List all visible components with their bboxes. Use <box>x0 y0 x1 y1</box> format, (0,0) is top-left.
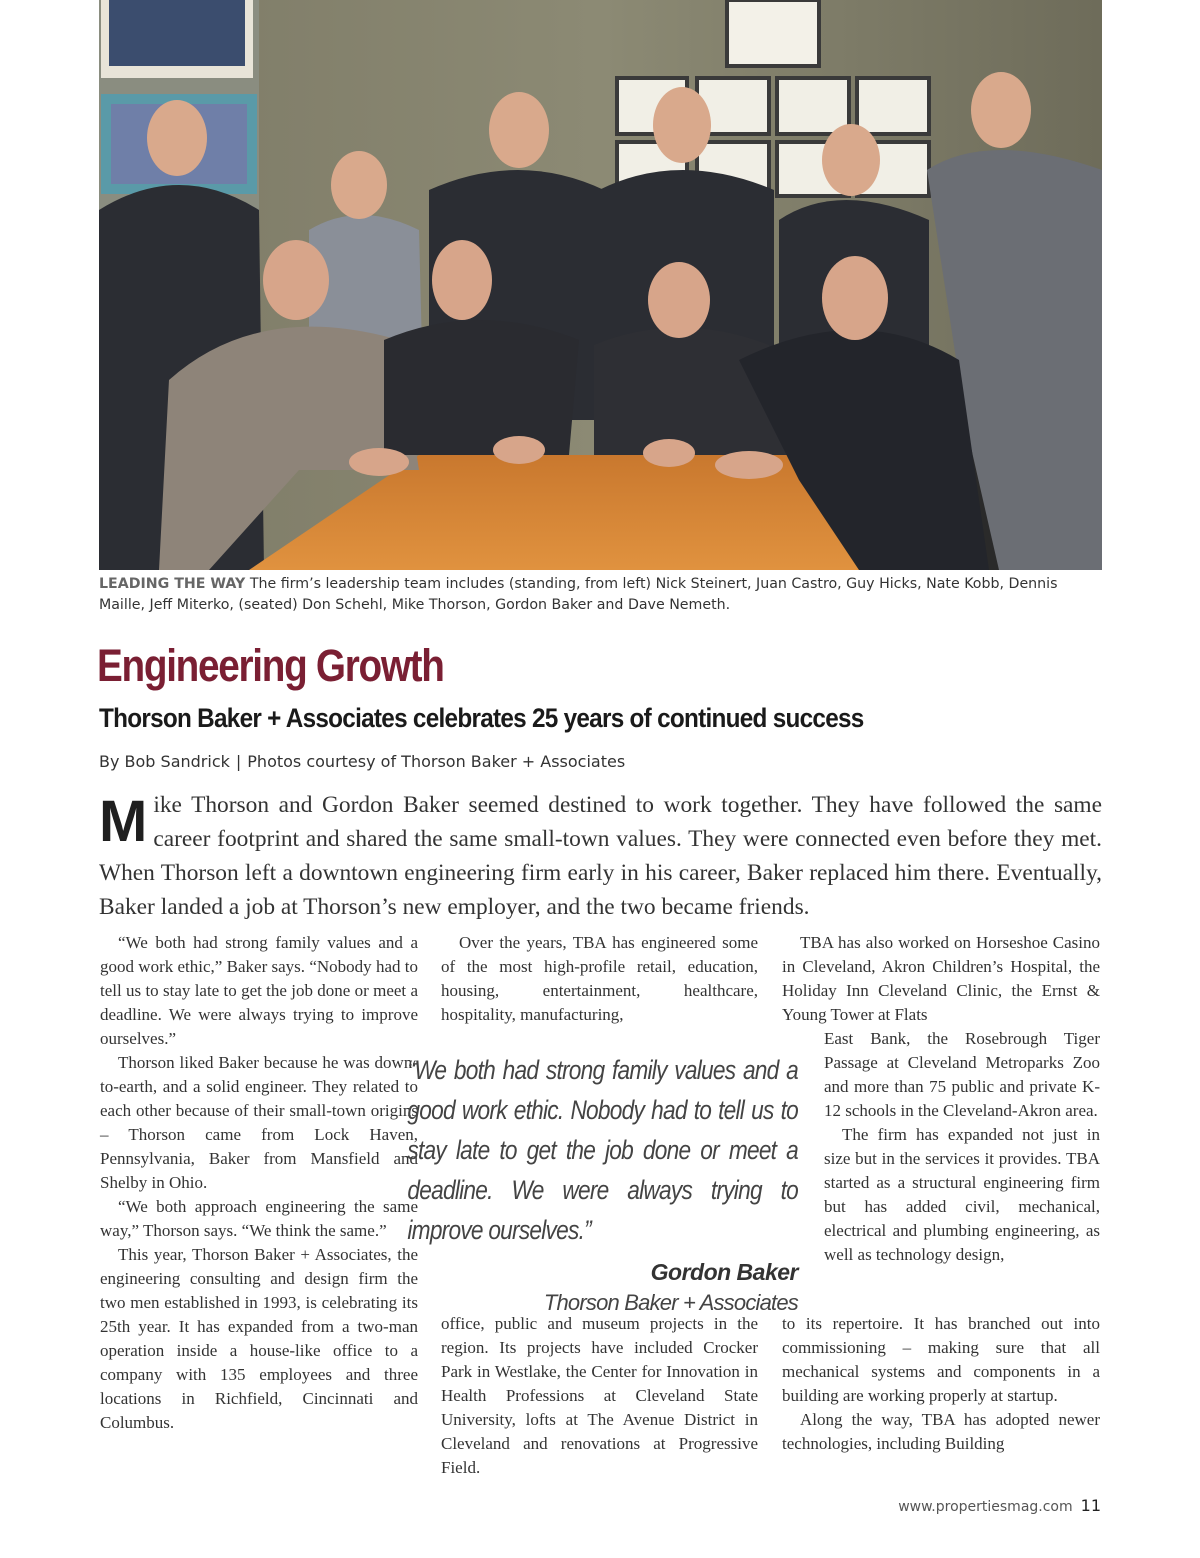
body-paragraph: TBA has also worked on Horseshoe Casino in Cleveland, Akron Children’s Hospital, the Holiday Inn Cleveland Clinic, the Ernst & Young Tower at Flats <box>782 933 1100 1024</box>
page-number: 11 <box>1080 1496 1101 1515</box>
body-paragraph: This year, Thorson Baker + Associates, the engineering consulting and design firm the two men established in 1993, is celebrating its 25th year. It has expanded from a two-man operation inside a house-like office to a company with 135 employees and three locations in Richfield, Cincinnati and Columbus. <box>100 1245 418 1432</box>
body-paragraph: Along the way, TBA has adopted newer technologies, including Building <box>782 1410 1100 1453</box>
intro-text: ike Thorson and Gordon Baker seemed destined to work together. They have followed the same career footprint and shared the same small-town values. They were connected even before they met. When Thorson left a downtown engineering firm early in his career, Baker replaced him there. Eventually, Baker landed a job at Thorson’s new employer, and the two became friends. <box>99 792 1102 920</box>
caption-text: The firm’s leadership team includes (standing, from left) Nick Steinert, Juan Castro, Guy Hicks, Nate Kobb, Dennis Maille, Jeff Miterko, (seated) Don Schehl, Mike Thorson, Gordon Baker and Dave Nemeth. <box>99 576 1058 613</box>
body-column-3-middle <box>824 1027 1100 1267</box>
pull-quote-org: Thorson Baker + Associates <box>543 1290 798 1315</box>
body-paragraph: The firm has expanded not just in size but in the services it provides. TBA started as a structural engineering firm but has added civil, mechanical, electrical and plumbing engineering, as well as technology design, <box>824 1125 1100 1264</box>
byline-separator: | <box>235 752 242 771</box>
intro-paragraph <box>99 788 1102 924</box>
body-paragraph: “We both had strong family values and a good work ethic,” Baker says. “Nobody had to tell us to stay late to get the job done or meet a deadline. We were always trying to improve ourselves.” <box>100 933 418 1048</box>
body-paragraph: to its repertoire. It has branched out into commissioning – making sure that all mechanical systems and components in a building are working properly at startup. <box>782 1314 1100 1405</box>
body-column-2-bottom <box>441 1312 758 1480</box>
pull-quote-name: Gordon Baker <box>650 1259 798 1285</box>
body-column-2-top <box>441 931 758 1027</box>
byline-author: By Bob Sandrick <box>99 752 230 771</box>
article-title: Engineering Growth <box>97 640 444 691</box>
body-paragraph: Over the years, TBA has engineered some of the most high-profile retail, education, housing, entertainment, healthcare, hospitality, manufacturing, <box>441 933 758 1024</box>
body-column-3-bottom <box>782 1312 1100 1456</box>
byline-credit: Photos courtesy of Thorson Baker + Associates <box>247 752 626 771</box>
page-footer <box>898 1496 1101 1515</box>
body-paragraph: “We both approach engineering the same way,” Thorson says. “We think the same.” <box>100 1197 418 1240</box>
body-paragraph: office, public and museum projects in the region. Its projects have included Crocker Park in Westlake, the Center for Innovation in Health Professions at Cleveland State University, lofts at The Avenue District in Cleveland and renovations at Progressive Field. <box>441 1314 758 1477</box>
caption-lead: LEADING THE WAY <box>99 576 246 592</box>
photo-illustration <box>99 0 1102 570</box>
drop-cap: M <box>99 789 148 854</box>
leadership-photo <box>99 0 1102 570</box>
body-column-1 <box>100 931 418 1435</box>
body-paragraph: Thorson liked Baker because he was down-to-earth, and a solid engineer. They related to each other because of their small-town origins – Thorson came from Lock Haven, Pennsylvania, Baker from Mansfield and Shelby in Ohio. <box>100 1053 418 1192</box>
byline <box>99 752 625 771</box>
pull-quote-text: “We both had strong family values and a good work ethic. Nobody had to tell us to stay late to get the job done or meet a deadline. We were always trying to improve ourselves.” <box>407 1055 798 1245</box>
body-column-3-top <box>782 931 1100 1027</box>
article-subtitle: Thorson Baker + Associates celebrates 25 years of continued success <box>99 703 864 733</box>
body-paragraph: East Bank, the Rosebrough Tiger Passage at Cleveland Metroparks Zoo and more than 75 public and private K-12 schools in the Cleveland-Akron area. <box>824 1029 1100 1120</box>
footer-url[interactable]: www.propertiesmag.com <box>898 1499 1073 1515</box>
pull-quote <box>408 1050 798 1318</box>
photo-caption <box>99 574 1102 616</box>
